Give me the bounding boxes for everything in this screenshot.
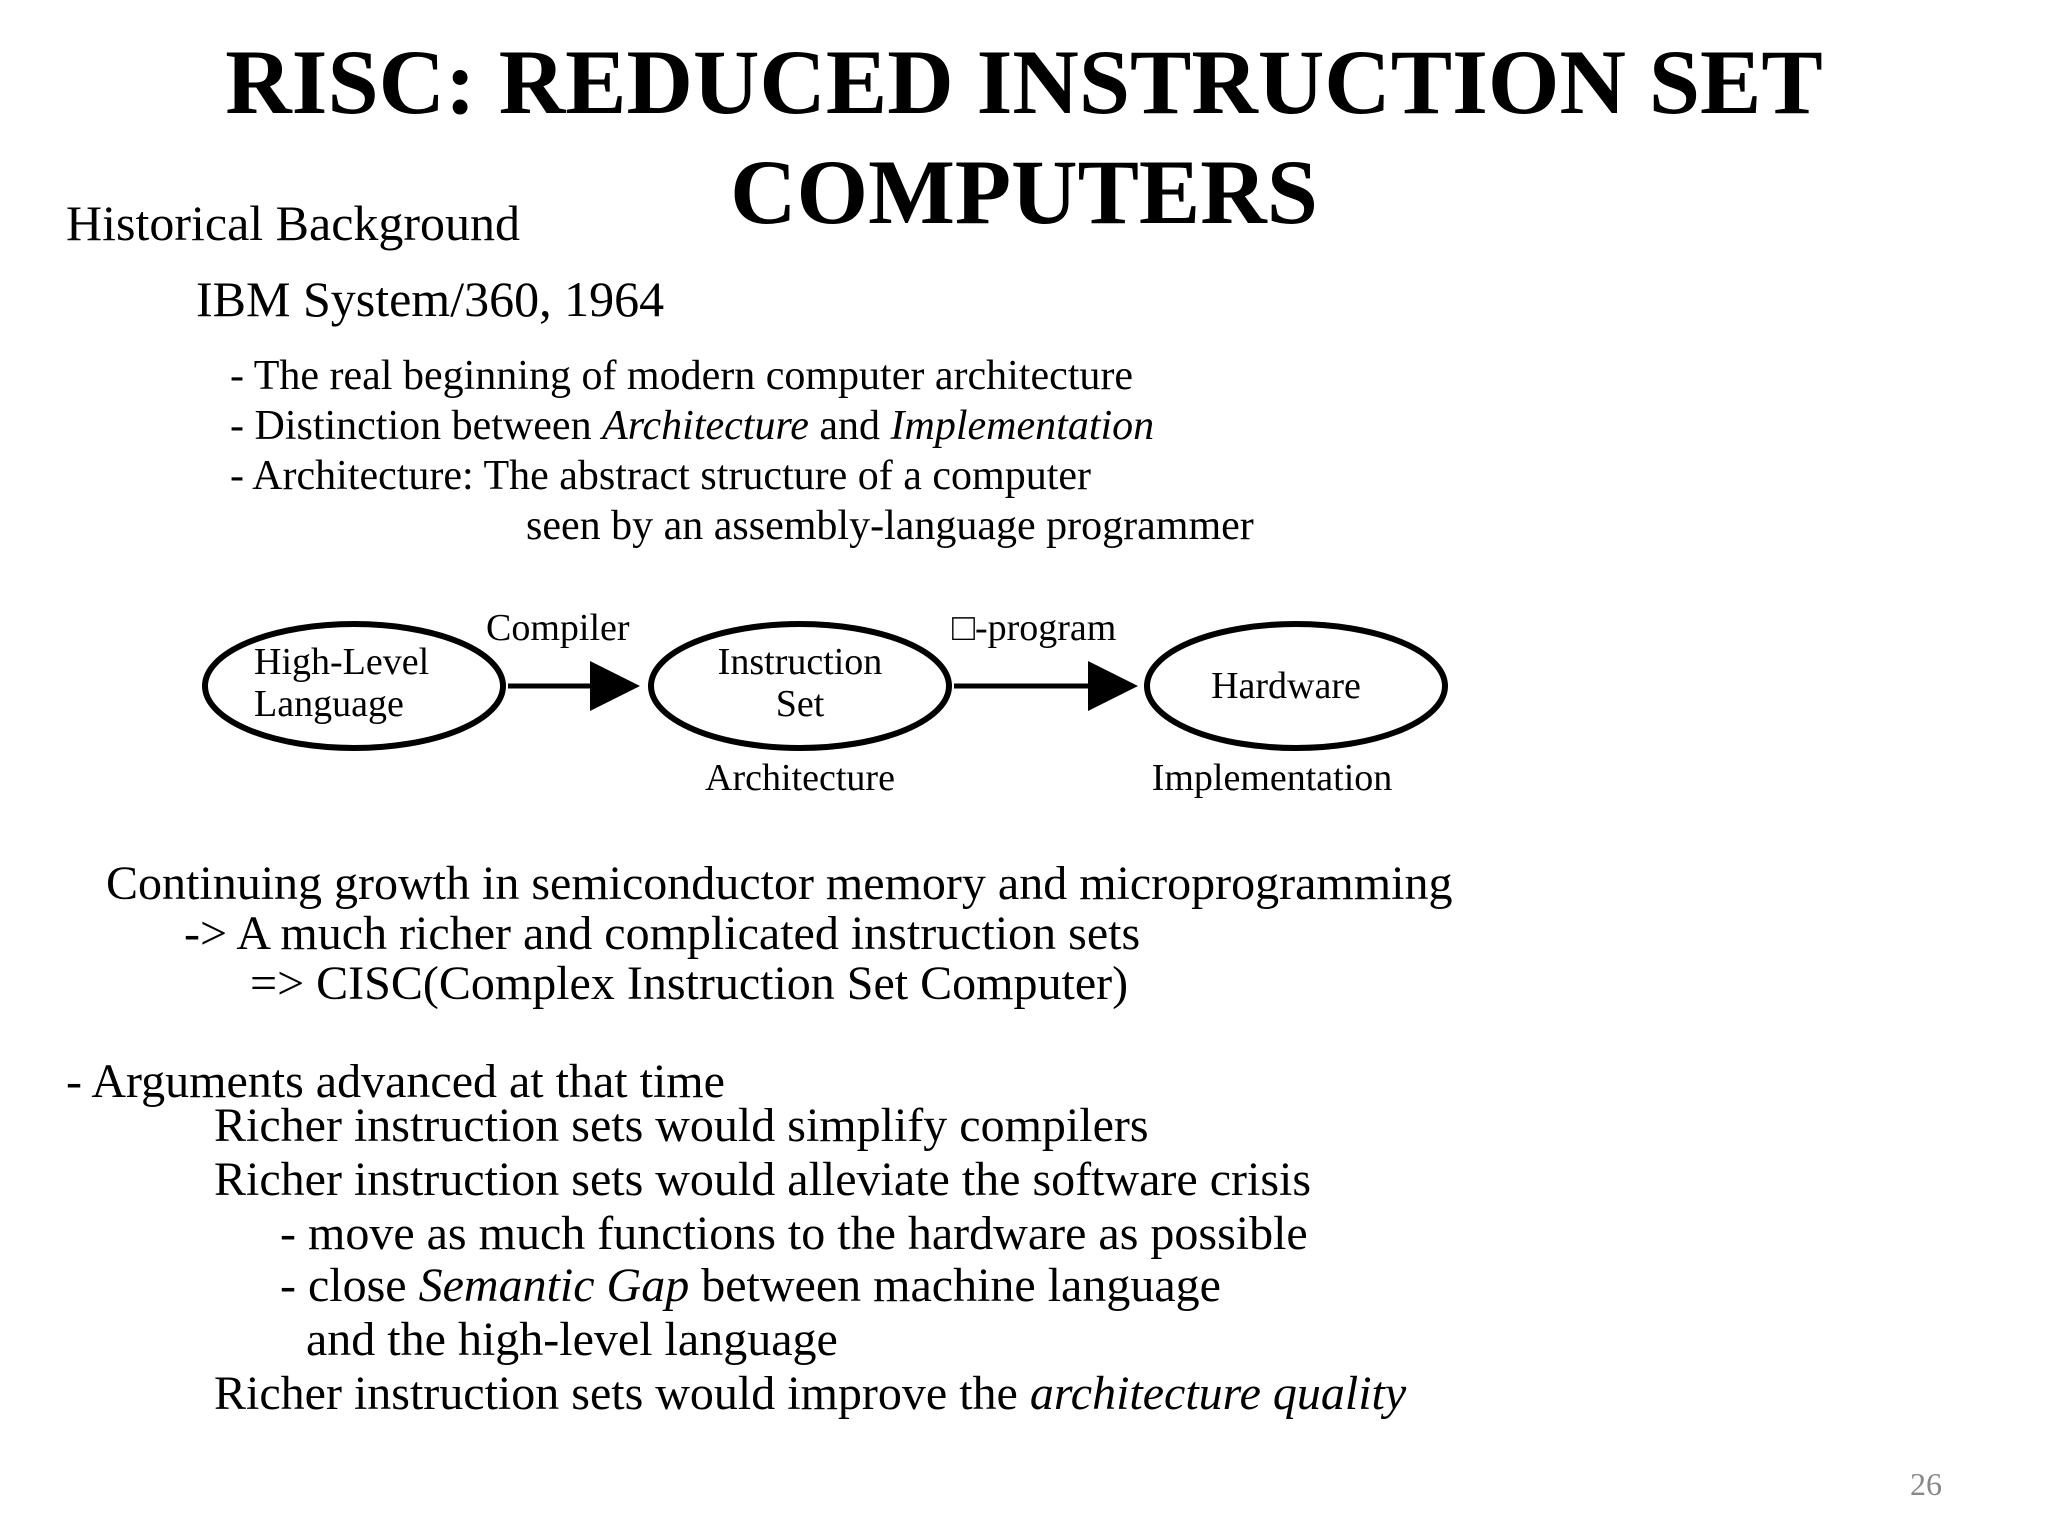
high-level-language-label-1: High-Level xyxy=(254,641,430,683)
argument-simplify-compilers: Richer instruction sets would simplify compilers xyxy=(214,1099,1149,1152)
page-number: 26 xyxy=(1910,1466,1942,1502)
micro-program-label: □-program xyxy=(952,607,1117,649)
semantic-gap-pre: - close xyxy=(280,1259,419,1312)
ibm-point-3: - Architecture: The abstract structure of a computer xyxy=(230,453,1092,499)
ibm-point-3-continued: seen by an assembly-language programmer xyxy=(526,503,1254,549)
slide-title-line-2: COMPUTERS xyxy=(730,141,1318,243)
cisc-line: => CISC(Complex Instruction Set Computer) xyxy=(250,957,1129,1010)
architecture-quality-term: architecture quality xyxy=(1029,1367,1407,1420)
argument-architecture-quality xyxy=(214,1366,1406,1421)
argument-semantic-gap xyxy=(280,1258,1221,1313)
implementation-caption: Implementation xyxy=(1151,757,1393,799)
continuing-growth-line: Continuing growth in semiconductor memory and microprogramming xyxy=(106,857,1453,910)
richer-instruction-sets-line: -> A much richer and complicated instruction sets xyxy=(184,907,1141,960)
architecture-quality-pre: Richer instruction sets would improve the xyxy=(214,1367,1030,1420)
argument-software-crisis: Richer instruction sets would alleviate the software crisis xyxy=(214,1153,1312,1206)
ibm-point-2-implementation: Implementation xyxy=(890,403,1155,449)
architecture-flow-diagram xyxy=(190,600,1470,820)
instruction-set-label-1: Instruction xyxy=(717,641,883,683)
architecture-caption: Architecture xyxy=(705,757,895,799)
slide-title-line-1: RISC: REDUCED INSTRUCTION SET xyxy=(225,31,1823,133)
compiler-label: Compiler xyxy=(486,607,630,649)
ibm-point-2-pre: - Distinction between xyxy=(230,403,603,449)
ibm-point-2-mid: and xyxy=(808,403,891,449)
instruction-set-label-2: Set xyxy=(775,683,825,725)
ibm-point-1: - The real beginning of modern computer architecture xyxy=(230,353,1134,399)
semantic-gap-term: Semantic Gap xyxy=(418,1259,690,1312)
historical-background-heading: Historical Background xyxy=(66,195,521,251)
ibm-point-2-architecture: Architecture xyxy=(602,403,809,449)
hardware-label: Hardware xyxy=(1211,665,1361,707)
ibm-point-2 xyxy=(230,402,1154,450)
arguments-heading: - Arguments advanced at that time xyxy=(66,1055,725,1108)
ibm-system-heading: IBM System/360, 1964 xyxy=(196,271,665,327)
semantic-gap-post: between machine language xyxy=(689,1259,1221,1312)
argument-semantic-gap-continued: and the high-level language xyxy=(306,1313,838,1366)
high-level-language-label-2: Language xyxy=(254,683,404,725)
argument-move-functions: - move as much functions to the hardware as possible xyxy=(280,1207,1308,1260)
